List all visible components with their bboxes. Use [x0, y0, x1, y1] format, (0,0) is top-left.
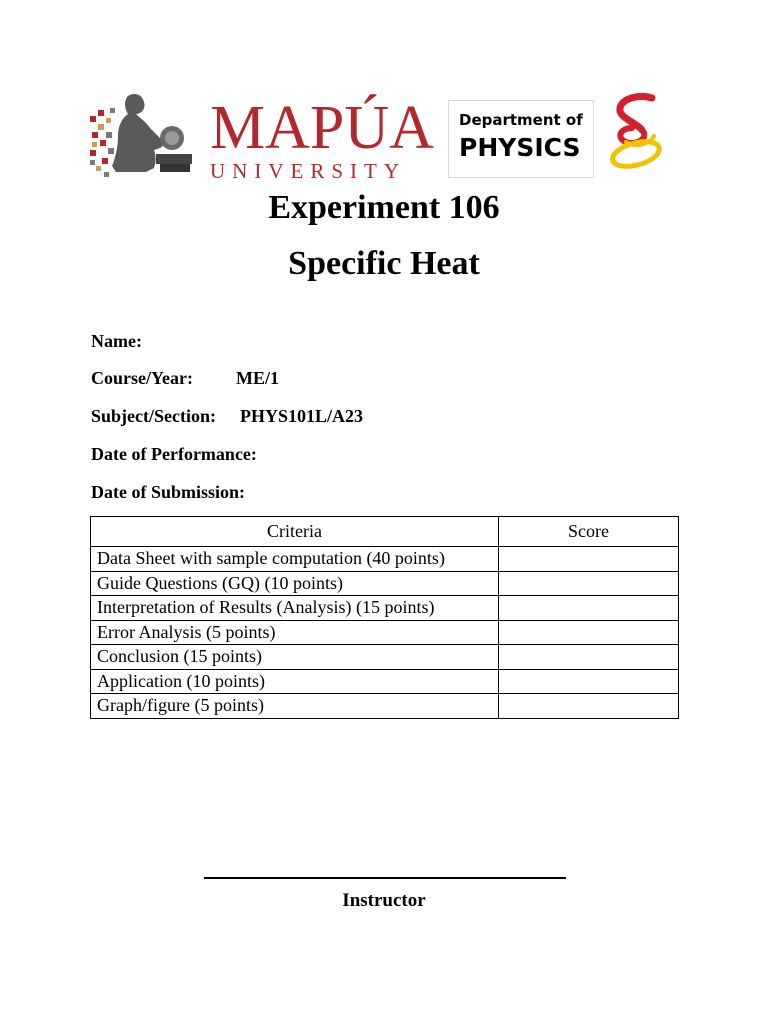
table-row	[91, 571, 679, 596]
table-header-row	[91, 517, 679, 547]
field-date-submission-label: Date of Submission:	[91, 482, 246, 502]
university-wordmark	[210, 94, 434, 183]
field-date-performance-label: Date of Performance:	[91, 444, 257, 464]
department-name: PHYSICS	[459, 133, 581, 162]
field-course-year-value: ME/1	[236, 368, 279, 388]
score-cell[interactable]	[499, 669, 679, 694]
table-row	[91, 669, 679, 694]
instructor-label: Instructor	[342, 890, 426, 911]
table-row	[91, 547, 679, 572]
field-course-year-label: Course/Year:	[91, 368, 193, 388]
physics-swirl-logo	[606, 92, 666, 174]
criteria-cell: Data Sheet with sample computation (40 points)	[91, 547, 499, 572]
criteria-cell: Application (10 points)	[91, 669, 499, 694]
signature-line	[204, 877, 566, 879]
field-date-submission	[91, 481, 245, 503]
criteria-cell: Interpretation of Results (Analysis) (15 points)	[91, 596, 499, 621]
university-name: MAPÚA	[210, 94, 434, 162]
table-row	[91, 620, 679, 645]
column-header-criteria: Criteria	[91, 517, 499, 547]
field-course-year	[91, 367, 279, 389]
document-header	[88, 88, 678, 184]
score-cell[interactable]	[499, 596, 679, 621]
field-subject-section-label: Subject/Section:	[91, 406, 216, 426]
criteria-cell: Guide Questions (GQ) (10 points)	[91, 571, 499, 596]
field-name-label: Name:	[91, 331, 142, 351]
department-prefix: Department of	[459, 111, 583, 129]
field-subject-section-value: PHYS101L/A23	[240, 406, 364, 426]
experiment-title: Specific Heat	[288, 245, 480, 282]
table-row	[91, 694, 679, 719]
scholar-seal-logo	[88, 88, 210, 184]
field-date-performance	[91, 443, 257, 465]
field-subject-section	[91, 405, 364, 427]
table-row	[91, 645, 679, 670]
score-cell[interactable]	[499, 694, 679, 719]
criteria-cell: Error Analysis (5 points)	[91, 620, 499, 645]
criteria-cell: Graph/figure (5 points)	[91, 694, 499, 719]
table-row	[91, 596, 679, 621]
score-cell[interactable]	[499, 571, 679, 596]
department-box	[448, 100, 594, 178]
criteria-cell: Conclusion (15 points)	[91, 645, 499, 670]
grading-table	[90, 516, 679, 719]
score-cell[interactable]	[499, 645, 679, 670]
field-name	[91, 330, 142, 352]
column-header-score: Score	[499, 517, 679, 547]
score-cell[interactable]	[499, 547, 679, 572]
experiment-number: Experiment 106	[268, 189, 500, 226]
score-cell[interactable]	[499, 620, 679, 645]
university-subtitle: UNIVERSITY	[210, 159, 406, 183]
